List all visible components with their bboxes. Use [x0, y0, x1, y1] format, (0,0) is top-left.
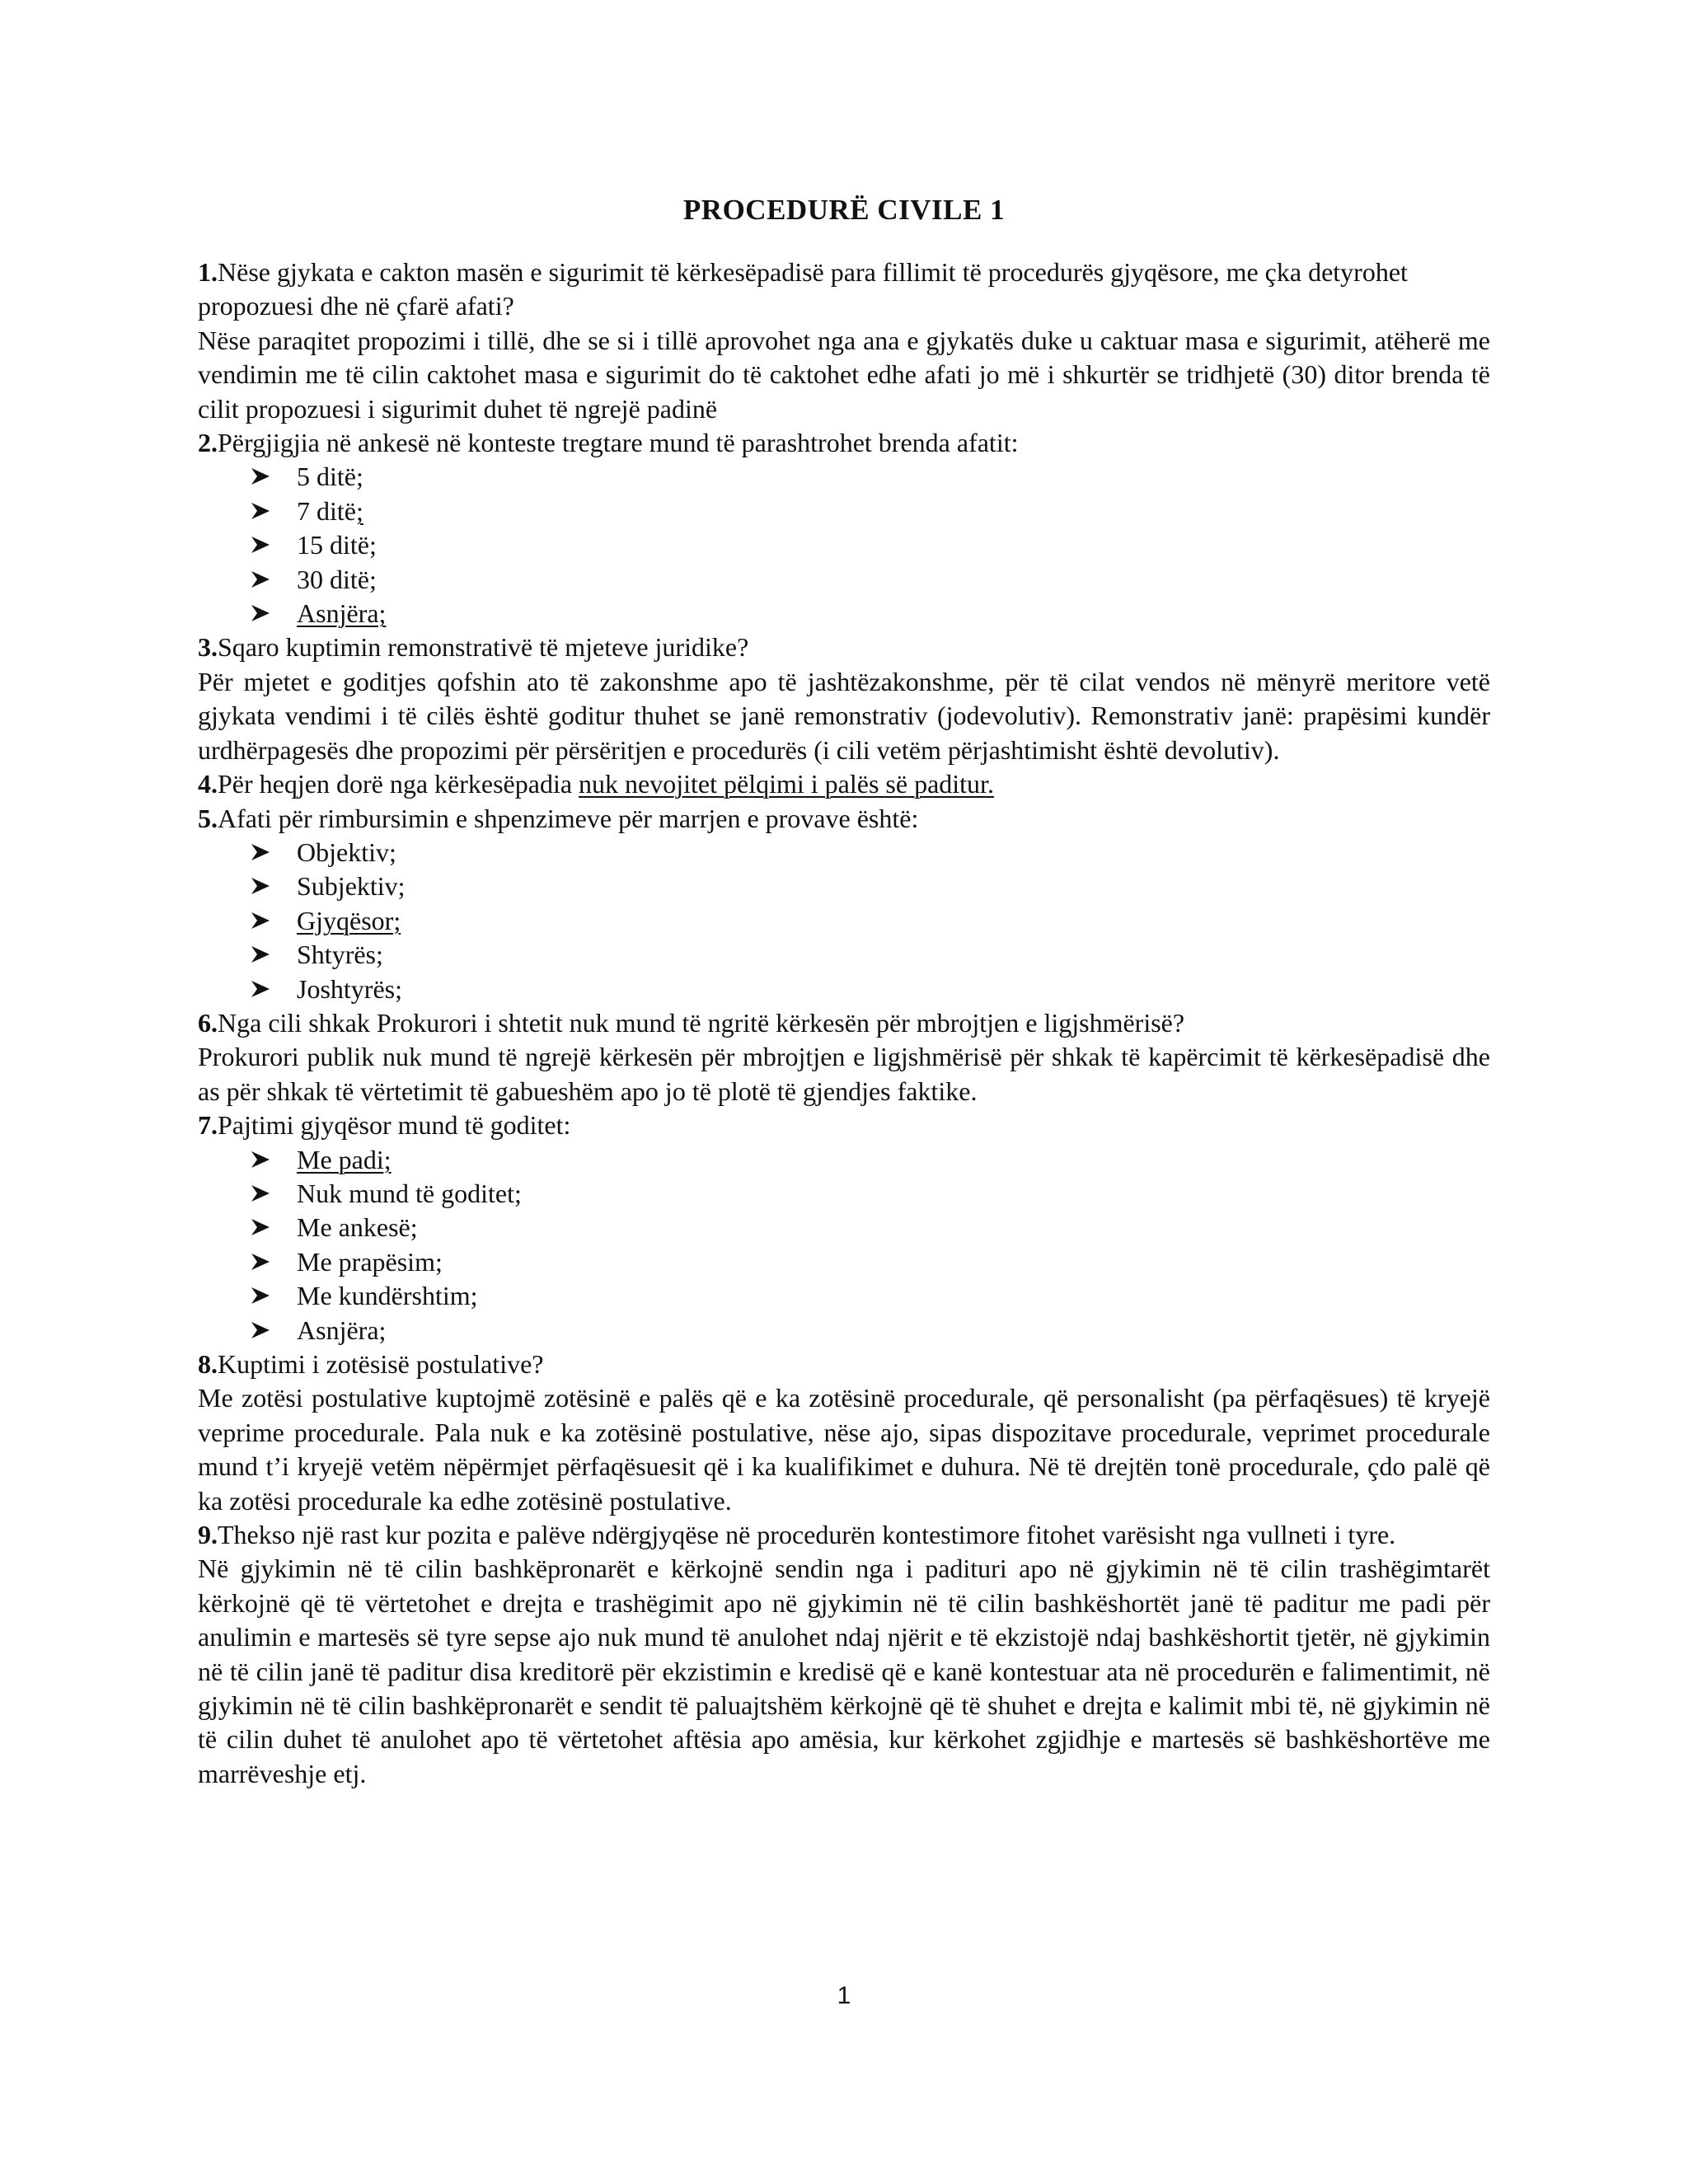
arrowhead-bullet-icon — [250, 1320, 271, 1340]
question-text: Afati për rimbursimin e shpenzimeve për marrjen e provave është: — [218, 803, 919, 833]
question-number: 6. — [198, 1007, 218, 1038]
question-number: 3. — [198, 632, 218, 663]
list-item: Gjyqësor; — [198, 904, 1490, 938]
list-item: Asnjëra; — [198, 1314, 1490, 1347]
arrowhead-bullet-icon — [250, 911, 271, 930]
page-number: 1 — [837, 1982, 851, 2009]
question-number: 9. — [198, 1520, 218, 1550]
list-item: Me ankesë; — [198, 1211, 1490, 1244]
arrowhead-bullet-icon — [250, 466, 271, 486]
arrowhead-bullet-icon — [250, 1217, 271, 1237]
arrowhead-bullet-icon — [250, 979, 271, 999]
list-item: 5 ditë; — [198, 460, 1490, 494]
question-number: 4. — [198, 769, 218, 799]
arrowhead-bullet-icon — [250, 944, 271, 964]
question-9 — [198, 1518, 1490, 1552]
question-text: Nëse gjykata e cakton masën e sigurimit të kërkesëpadisë para fillimit të procedurës gjyqësore, me çka detyrohet propozuesi dhe në çfarë afati? — [198, 257, 1408, 321]
question-number: 7. — [198, 1110, 218, 1141]
question-text: Pajtimi gjyqësor mund të goditet: — [218, 1110, 571, 1141]
answer-3: Për mjetet e goditjes qofshin ato të zakonshme apo të jashtëzakonshme, për të cilat vendos në mënyrë meritore vetë gjykata vendimi i të cilës është goditur thuhet se janë remonstrativ (jodevolutiv). Remonstrativ janë: prapësimi kundër urdhërpagesës dhe propozimi për përsëritjen e procedurës (i cili vetëm përjashtimisht është devolutiv). — [198, 666, 1490, 765]
question-number: 5. — [198, 803, 218, 833]
question-1 — [198, 255, 1490, 324]
answer-8: Me zotësi postulative kuptojmë zotësinë e palës që e ka zotësinë procedurale, që personalisht (pa përfaqësues) të kryejë veprime procedurale. Pala nuk e ka zotësinë postulative, nëse ajo, sipas dispozitave procedurale, veprimet procedurale mund t’i kryejë vetëm nëpërmjet përfaqësuesit që i ka kualifikimet e duhura. Në të drejtën tonë procedurale, çdo palë që ka zotësi procedurale ka edhe zotësinë postulative. — [198, 1383, 1490, 1516]
arrowhead-bullet-icon — [250, 1252, 271, 1272]
list-item: Me prapësim; — [198, 1245, 1490, 1279]
arrowhead-bullet-icon — [250, 569, 271, 589]
list-item: Me padi; — [198, 1143, 1490, 1177]
question-text: Përgjigjia në ankesë në konteste tregtare mund të parashtrohet brenda afatit: — [218, 428, 1019, 458]
list-item: Asnjëra; — [198, 597, 1490, 630]
arrowhead-bullet-icon — [250, 1286, 271, 1305]
arrowhead-bullet-icon — [250, 535, 271, 555]
question-text: Kuptimi i zotësisë postulative? — [218, 1349, 544, 1379]
answer-6: Prokurori publik nuk mund të ngrejë kërkesën për mbrojtjen e ligjshmërisë për shkak të kapërcimit të kërkesëpadisë dhe as për shkak të vërtetimit të gabueshëm apo jo të plotë të gjendjes faktike. — [198, 1042, 1490, 1106]
answer-1: Nëse paraqitet propozimi i tillë, dhe se si i tillë aprovohet nga ana e gjykatës duke u caktuar masa e sigurimit, atëherë me vendimin me të cilin caktohet masa e sigurimit do të caktohet edhe afati jo më i shkurtër se tridhjetë (30) ditor brenda të cilit propozuesi i sigurimit duhet të ngrejë padinë — [198, 325, 1490, 424]
question-number: 2. — [198, 428, 218, 458]
arrowhead-bullet-icon — [250, 876, 271, 896]
options-list — [198, 836, 1490, 1006]
list-item: 7 ditë; — [198, 494, 1490, 528]
list-item: Me kundërshtim; — [198, 1279, 1490, 1313]
document-body — [198, 191, 1490, 1791]
document-title: PROCEDURË CIVILE 1 — [682, 194, 1006, 226]
list-item: Objektiv; — [198, 836, 1490, 869]
list-item: 30 ditë; — [198, 563, 1490, 597]
question-6 — [198, 1006, 1490, 1040]
question-7 — [198, 1108, 1490, 1142]
list-item: Joshtyrës; — [198, 972, 1490, 1006]
underlined-answer: nuk nevojitet pëlqimi i palës së paditur. — [579, 769, 994, 799]
question-text: Thekso një rast kur pozita e palëve ndërgjyqëse në procedurën kontestimore fitohet varësisht nga vullneti i tyre. — [218, 1520, 1396, 1550]
options-list — [198, 1143, 1490, 1347]
list-item: Subjektiv; — [198, 869, 1490, 903]
question-text: Sqaro kuptimin remonstrativë të mjeteve juridike? — [218, 632, 749, 663]
question-4: 4.Për heqjen dorë nga kërkesëpadia nuk nevojitet pëlqimi i palës së paditur. — [198, 769, 994, 799]
list-item: 15 ditë; — [198, 528, 1490, 562]
question-8 — [198, 1347, 1490, 1381]
options-list — [198, 460, 1490, 630]
question-number: 1. — [198, 257, 218, 287]
question-2 — [198, 426, 1490, 460]
list-item: Nuk mund të goditet; — [198, 1177, 1490, 1211]
arrowhead-bullet-icon — [250, 501, 271, 521]
question-5 — [198, 802, 1490, 836]
arrowhead-bullet-icon — [250, 842, 271, 862]
list-item: Shtyrës; — [198, 938, 1490, 972]
arrowhead-bullet-icon — [250, 1150, 271, 1169]
question-3 — [198, 630, 1490, 664]
arrowhead-bullet-icon — [250, 1183, 271, 1203]
answer-9: Në gjykimin në të cilin bashkëpronarët e kërkojnë sendin nga i padituri apo në gjykimin në të cilin trashëgimtarët kërkojnë që të vërtetohet e drejta e trashëgimit apo në gjykimin në të cilin bashkëshortët janë të paditur me padi për anulimin e martesës së tyre sepse ajo nuk mund të anulohet ndaj njërit e të ekzistojë ndaj bashkëshortit tjetër, në gjykimin në të cilin janë të paditur disa kreditorë për ekzistimin e kredisë që e kanë kontestuar ata në procedurën e falimentimit, në gjykimin në të cilin bashkëpronarët e sendit të paluajtshëm kërkojnë që të shuhet e drejta e kalimit mbi të, në gjykimin në të cilin duhet të anulohet apo të vërtetohet aftësia apo amësia, kur kërkohet zgjidhje e martesës së bashkëshortëve me marrëveshje etj. — [198, 1554, 1490, 1788]
arrowhead-bullet-icon — [250, 603, 271, 623]
question-number: 8. — [198, 1349, 218, 1379]
question-text: Nga cili shkak Prokurori i shtetit nuk mund të ngritë kërkesën për mbrojtjen e ligjshmërisë? — [218, 1007, 1185, 1038]
